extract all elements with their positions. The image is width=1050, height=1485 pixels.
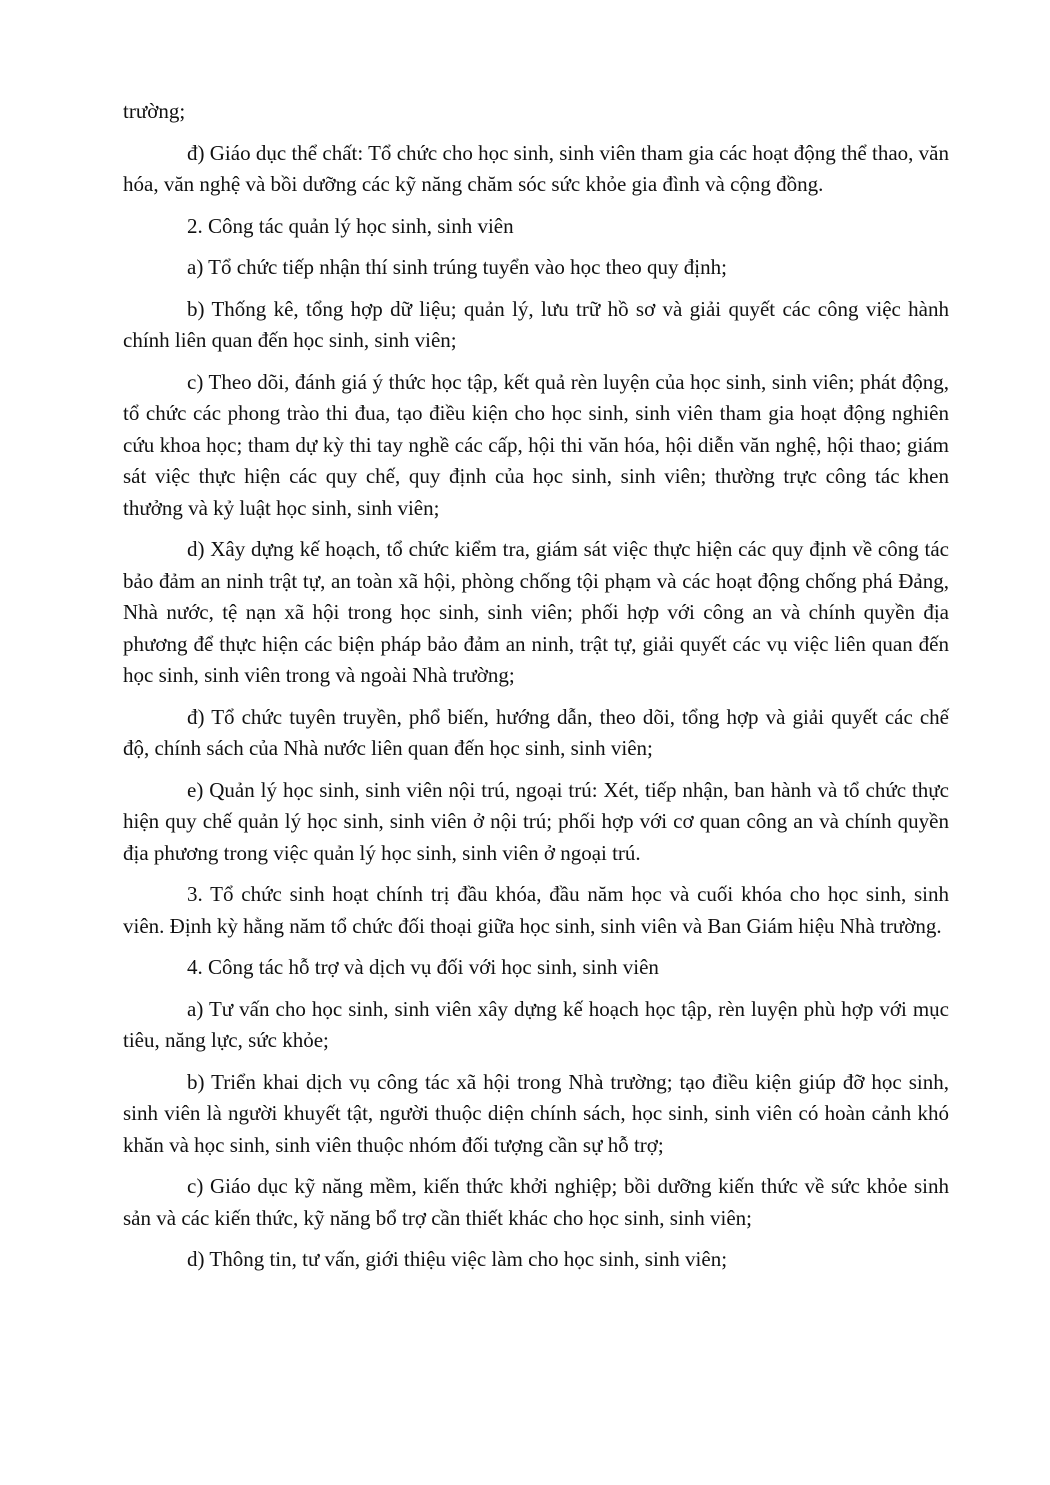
section-heading-support-services: 4. Công tác hỗ trợ và dịch vụ đối với học sinh, sinh viên xyxy=(187,955,659,979)
document-page xyxy=(123,96,949,1286)
paragraph-soft-skills: c) Giáo dục kỹ năng mềm, kiến thức khởi nghiệp; bồi dưỡng kiến thức về sức khỏe sinh sản và các kiến thức, kỹ năng bổ trợ cần thiết khác cho học sinh, sinh viên; xyxy=(123,1174,949,1230)
paragraph-admission: a) Tổ chức tiếp nhận thí sinh trúng tuyển vào học theo quy định; xyxy=(187,255,727,279)
paragraph-statistics-records: b) Thống kê, tổng hợp dữ liệu; quản lý, lưu trữ hồ sơ và giải quyết các công việc hành chính liên quan đến học sinh, sinh viên; xyxy=(123,296,949,352)
paragraph-policy-dissemination: đ) Tổ chức tuyên truyền, phổ biến, hướng dẫn, theo dõi, tổng hợp và giải quyết các chế độ, chính sách của Nhà nước liên quan đến học sinh, sinh viên; xyxy=(123,704,949,760)
paragraph-study-counseling: a) Tư vấn cho học sinh, sinh viên xây dựng kế hoạch học tập, rèn luyện phù hợp với mục tiêu, năng lực, sức khỏe; xyxy=(123,996,949,1052)
paragraph-monitoring-evaluation: c) Theo dõi, đánh giá ý thức học tập, kết quả rèn luyện của học sinh, sinh viên; phát động, tổ chức các phong trào thi đua, tạo điều kiện cho học sinh, sinh viên tham gia hoạt động nghiên cứu khoa học; tham dự kỳ thi tay nghề các cấp, hội thi văn hóa, hội diễn văn nghệ, hội thao; giám sát việc thực hiện các quy chế, quy định của học sinh, sinh viên; thường trực công tác khen thưởng và kỷ luật học sinh, sinh viên; xyxy=(123,369,949,520)
section-heading-student-management: 2. Công tác quản lý học sinh, sinh viên xyxy=(187,213,514,238)
paragraph-boarding-management: e) Quản lý học sinh, sinh viên nội trú, ngoại trú: Xét, tiếp nhận, ban hành và tổ chức thực hiện quy chế quản lý học sinh, sinh viên ở nội trú; phối hợp với cơ quan công an và chính quyền địa phương trong việc quản lý học sinh, sinh viên ở ngoại trú. xyxy=(123,777,949,865)
paragraph-social-work-services: b) Triển khai dịch vụ công tác xã hội trong Nhà trường; tạo điều kiện giúp đỡ học sinh, sinh viên là người khuyết tật, người thuộc diện chính sách, học sinh, sinh viên có hoàn cảnh khó khăn và học sinh, sinh viên thuộc nhóm đối tượng cần sự hỗ trợ; xyxy=(123,1069,949,1157)
section-political-activities: 3. Tổ chức sinh hoạt chính trị đầu khóa, đầu năm học và cuối khóa cho học sinh, sinh viên. Định kỳ hằng năm tổ chức đối thoại giữa học sinh, sinh viên và Ban Giám hiệu Nhà trường. xyxy=(123,882,949,938)
paragraph-job-information: d) Thông tin, tư vấn, giới thiệu việc làm cho học sinh, sinh viên; xyxy=(187,1247,728,1271)
paragraph-continuation: trường; xyxy=(123,99,186,123)
paragraph-physical-education: đ) Giáo dục thể chất: Tổ chức cho học sinh, sinh viên tham gia các hoạt động thể thao, văn hóa, văn nghệ và bồi dưỡng các kỹ năng chăm sóc sức khỏe gia đình và cộng đồng. xyxy=(123,140,949,196)
paragraph-security-plan: d) Xây dựng kế hoạch, tổ chức kiểm tra, giám sát việc thực hiện các quy định về công tác bảo đảm an ninh trật tự, an toàn xã hội, phòng chống tội phạm và các hoạt động chống phá Đảng, Nhà nước, tệ nạn xã hội trong học sinh, sinh viên; phối hợp với công an và chính quyền địa phương để thực hiện các biện pháp bảo đảm an ninh, trật tự, giải quyết các vụ việc liên quan đến học sinh, sinh viên trong và ngoài Nhà trường; xyxy=(123,537,949,687)
